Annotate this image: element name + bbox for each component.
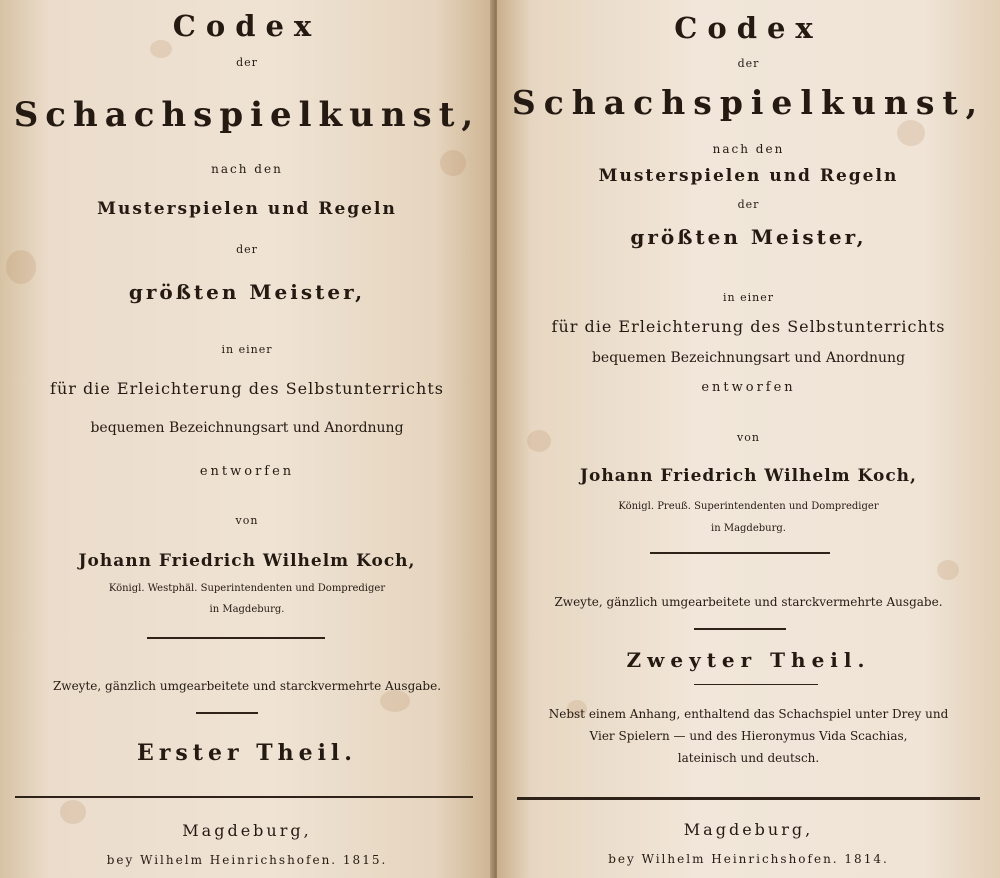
main-title: Schachspielkunst,: [511, 83, 986, 122]
erleichterung-line: für die Erleichterung des Selbstunterrichts: [50, 379, 444, 398]
author-name: Johann Friedrich Wilhelm Koch,: [580, 466, 917, 486]
divider-rule: [196, 712, 258, 714]
appendix-line-1: Nebst einem Anhang, enthaltend das Schachspiel unter Drey und: [548, 707, 949, 721]
author-place: in Magdeburg.: [711, 523, 786, 534]
bequemen-line: bequemen Bezeichnungsart und Anordnung: [90, 420, 404, 436]
imprint-rule: [517, 797, 980, 800]
der-text: der: [737, 57, 760, 70]
author-title: Königl. Preuß. Superintendenten und Domprediger: [618, 501, 879, 512]
edition-line: Zweyte, gänzlich umgearbeitete und starckvermehrte Ausgabe.: [52, 679, 442, 693]
entworfen-text: entworfen: [199, 464, 295, 479]
imprint-city: Magdeburg,: [182, 821, 312, 840]
foxing-stain: [6, 250, 36, 284]
nach-den-text: nach den: [712, 142, 785, 156]
main-title: Schachspielkunst,: [13, 95, 481, 135]
author-name: Johann Friedrich Wilhelm Koch,: [78, 551, 416, 571]
divider-rule: [694, 684, 818, 685]
musterspielen-line: Musterspielen und Regeln: [598, 166, 899, 186]
author-title: Königl. Westphäl. Superintendenten und Domprediger: [108, 583, 386, 594]
imprint-rule: [15, 796, 473, 798]
der-text: der: [236, 243, 258, 256]
appendix-line-3: lateinisch und deutsch.: [677, 751, 820, 765]
foxing-stain: [937, 560, 959, 580]
entworfen-text: entworfen: [701, 380, 796, 395]
part-title: Zweyter Theil.: [626, 648, 871, 672]
musterspielen-line: Musterspielen und Regeln: [97, 199, 397, 219]
codex-title: Codex: [674, 11, 823, 45]
der-text: der: [737, 198, 760, 211]
foxing-stain: [60, 800, 86, 824]
imprint-publisher: bey Wilhelm Heinrichshofen. 1815.: [106, 853, 388, 867]
foxing-stain: [380, 690, 410, 712]
groessten-meister-line: größten Meister,: [630, 225, 867, 249]
part-title: Erster Theil.: [137, 740, 357, 766]
groessten-meister-line: größten Meister,: [128, 280, 366, 304]
in-einer-text: in einer: [221, 343, 273, 356]
von-text: von: [235, 514, 259, 527]
divider-rule: [694, 628, 786, 630]
foxing-stain: [150, 40, 172, 58]
edition-line: Zweyte, gänzlich umgearbeitete und starckvermehrte Ausgabe.: [554, 595, 943, 609]
left-title-page: [0, 0, 494, 878]
nach-den-text: nach den: [211, 162, 283, 176]
der-text: der: [236, 56, 258, 69]
von-text: von: [737, 431, 760, 444]
divider-rule: [147, 637, 325, 639]
appendix-line-2: Vier Spielern — und des Hieronymus Vida Scachias,: [589, 729, 908, 743]
imprint-city: Magdeburg,: [683, 820, 814, 839]
bequemen-line: bequemen Bezeichnungsart und Anordnung: [591, 350, 906, 366]
right-title-page: [497, 0, 1000, 878]
divider-rule: [650, 552, 830, 554]
codex-title: Codex: [172, 9, 322, 43]
author-place: in Magdeburg.: [209, 604, 285, 615]
imprint-publisher: bey Wilhelm Heinrichshofen. 1814.: [608, 852, 889, 866]
in-einer-text: in einer: [723, 291, 774, 304]
erleichterung-line: für die Erleichterung des Selbstunterrichts: [551, 317, 946, 336]
